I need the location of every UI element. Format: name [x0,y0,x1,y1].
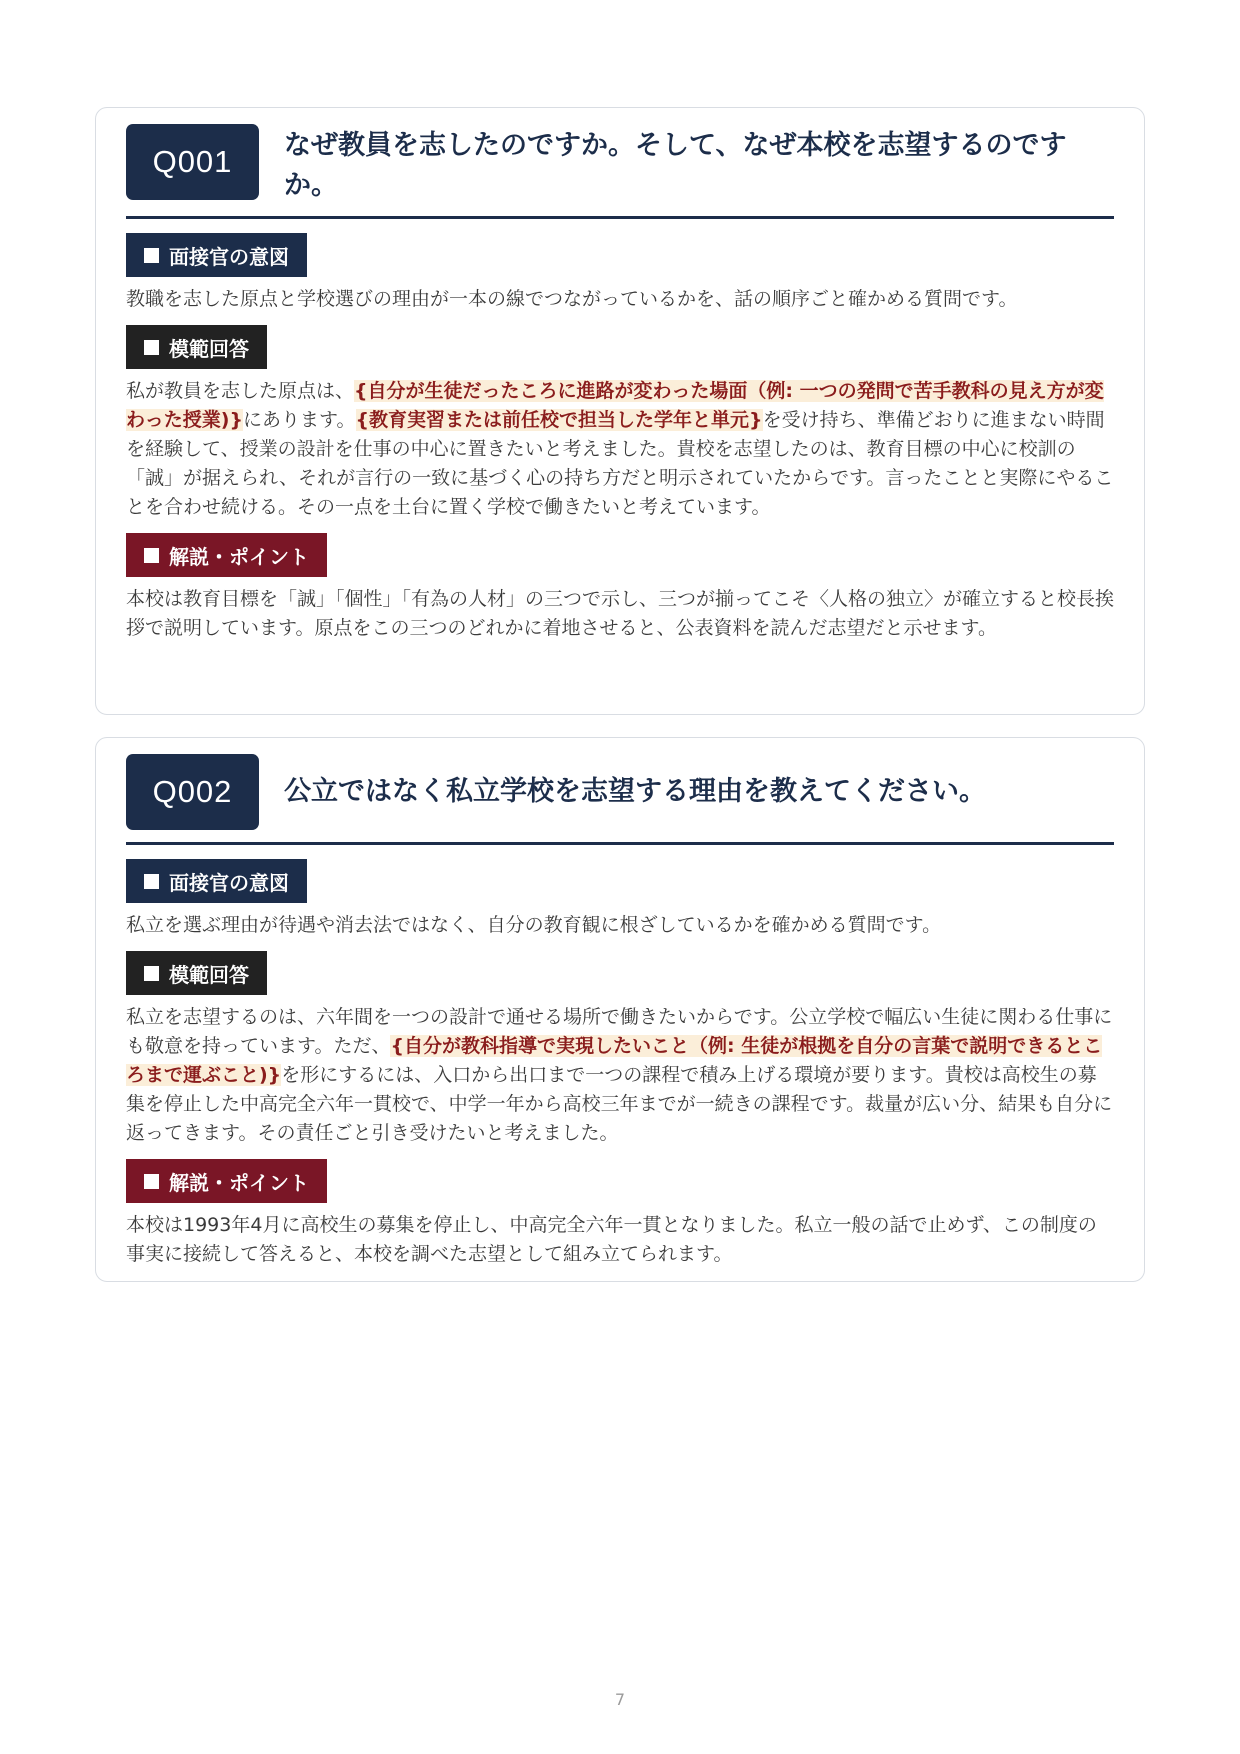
section-label-model-answer [126,951,267,995]
point-text: 本校は教育目標を「誠」「個性」「有為の人材」の三つで示し、三つが揃ってこそ〈人格の独立〉が確立すると校長挨拶で説明しています。原点をこの三つのどれかに着地させると、公表資料を読んだ志望だと示せます。 [126,588,1115,639]
section-label-text: 模範回答 [169,336,249,361]
model-answer-segment: 私が教員を志した原点は、 [126,380,355,402]
model-answer-segment: を形にするには、入口から出口まで一つの課程で積み上げる環境が要ります。貴校は高校生の募集を停止した中高完全六年一貫校で、中学一年から高校三年までが一続きの課程です。裁量が広い分、結果も自分に返ってきます。その責任ごと引き受けたいと考えました。 [126,1064,1113,1144]
question-number-badge: Q001 [126,124,259,200]
page-number: 7 [614,1690,626,1709]
section-label-point [126,1159,327,1203]
section-label-model-answer [126,325,267,369]
question-number-badge: Q002 [126,754,259,830]
section-label-text: 解説・ポイント [169,1170,309,1195]
square-bullet-icon [144,1174,159,1189]
question-title: 公立ではなく私立学校を志望する理由を教えてください。 [284,776,986,807]
section-label-intent [126,859,307,903]
section-label-intent [126,233,307,277]
question-card [95,107,1145,715]
question-card [95,737,1145,1282]
section-label-text: 面接官の意図 [169,244,289,269]
model-answer-segment: にあります。 [243,409,356,431]
square-bullet-icon [144,248,159,263]
model-answer-text [126,1003,1114,1148]
square-bullet-icon [144,340,159,355]
model-answer-segment: を受け持ち、準備どおりに進まない時間を経験して、授業の設計を仕事の中心に置きたいと考えました。貴校を志望したのは、教育目標の中心に校訓の「誠」が据えられ、それが言行の一致に基づく心の持ち方だと明示されていたからです。言ったことと実際にやることを合わせ続ける。その一点を土台に置く学校で働きたいと考えています。 [126,409,1114,518]
model-answer-segment: 私立を志望するのは、六年間を一つの設計で通せる場所で働きたいからです。公立学校で幅広い生徒に関わる仕事にも敬意を持っています。ただ、 [126,1006,1113,1057]
question-header [126,754,1114,845]
intent-text: 教職を志した原点と学校選びの理由が一本の線でつながっているかを、話の順序ごと確かめる質問です。 [126,288,1018,310]
section-label-text: 面接官の意図 [169,870,289,895]
point-text: 本校は1993年4月に高校生の募集を停止し、中高完全六年一貫となりました。私立一般の話で止めず、この制度の事実に接続して答えると、本校を調べた志望として組み立てられます。 [126,1214,1097,1265]
square-bullet-icon [144,966,159,981]
square-bullet-icon [144,874,159,889]
question-title: なぜ教員を志したのですか。そして、なぜ本校を志望するのですか。 [284,130,1067,201]
placeholder-highlight: {自分が生徒だったころに進路が変わった場面（例: 一つの発問で苦手教科の見え方が変わった授業)} [126,380,1104,431]
placeholder-highlight: {自分が教科指導で実現したいこと（例: 生徒が根拠を自分の言葉で説明できるところまで運ぶこと)} [126,1035,1103,1086]
intent-text: 私立を選ぶ理由が待遇や消去法ではなく、自分の教育観に根ざしているかを確かめる質問です。 [126,914,942,936]
square-bullet-icon [144,548,159,563]
placeholder-highlight: {教育実習または前任校で担当した学年と単元} [355,409,763,431]
section-label-text: 解説・ポイント [169,544,309,569]
section-label-text: 模範回答 [169,962,249,987]
model-answer-text [126,377,1114,522]
question-header [126,124,1114,219]
section-label-point [126,533,327,577]
